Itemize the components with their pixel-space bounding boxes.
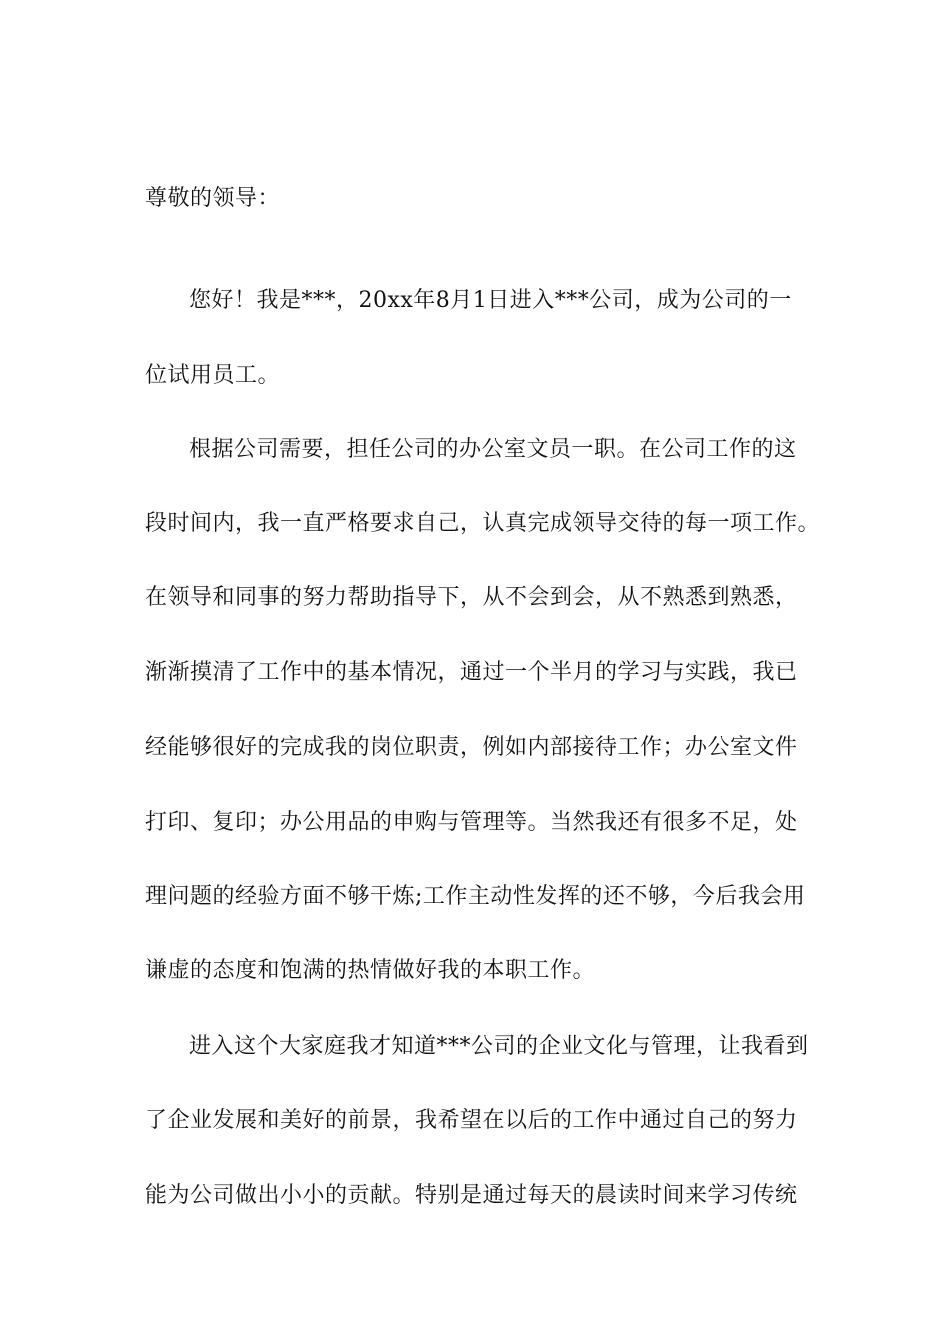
paragraph-line: 能为公司做出小小的贡献。特别是通过每天的晨读时间来学习传统 bbox=[145, 1183, 798, 1208]
paragraph-line: 根据公司需要，担任公司的办公室文员一职。在公司工作的这 bbox=[189, 437, 797, 462]
paragraph-line: 在领导和同事的努力帮助指导下，从不会到会，从不熟悉到熟悉， bbox=[145, 585, 798, 610]
paragraph-line: 您好！我是***，20xx年8月1日进入***公司，成为公司的一 bbox=[189, 288, 792, 313]
paragraph-line: 位试用员工。 bbox=[145, 363, 281, 388]
paragraph-line: 渐渐摸清了工作中的基本情况，通过一个半月的学习与实践，我已 bbox=[145, 660, 798, 685]
salutation: 尊敬的领导： bbox=[145, 186, 281, 211]
paragraph-line: 进入这个大家庭我才知道***公司的企业文化与管理，让我看到 bbox=[189, 1034, 809, 1059]
paragraph-line: 段时间内，我一直严格要求自己，认真完成领导交待的每一项工作。 bbox=[145, 511, 821, 536]
paragraph-line: 谦虚的态度和饱满的热情做好我的本职工作。 bbox=[145, 958, 596, 983]
paragraph-line: 打印、复印；办公用品的申购与管理等。当然我还有很多不足，处 bbox=[145, 810, 798, 835]
paragraph-line: 经能够很好的完成我的岗位职责，例如内部接待工作；办公室文件 bbox=[145, 735, 798, 760]
paragraph-line: 了企业发展和美好的前景，我希望在以后的工作中通过自己的努力 bbox=[145, 1108, 798, 1133]
paragraph-line: 理问题的经验方面不够干炼;工作主动性发挥的还不够，今后我会用 bbox=[145, 884, 806, 909]
